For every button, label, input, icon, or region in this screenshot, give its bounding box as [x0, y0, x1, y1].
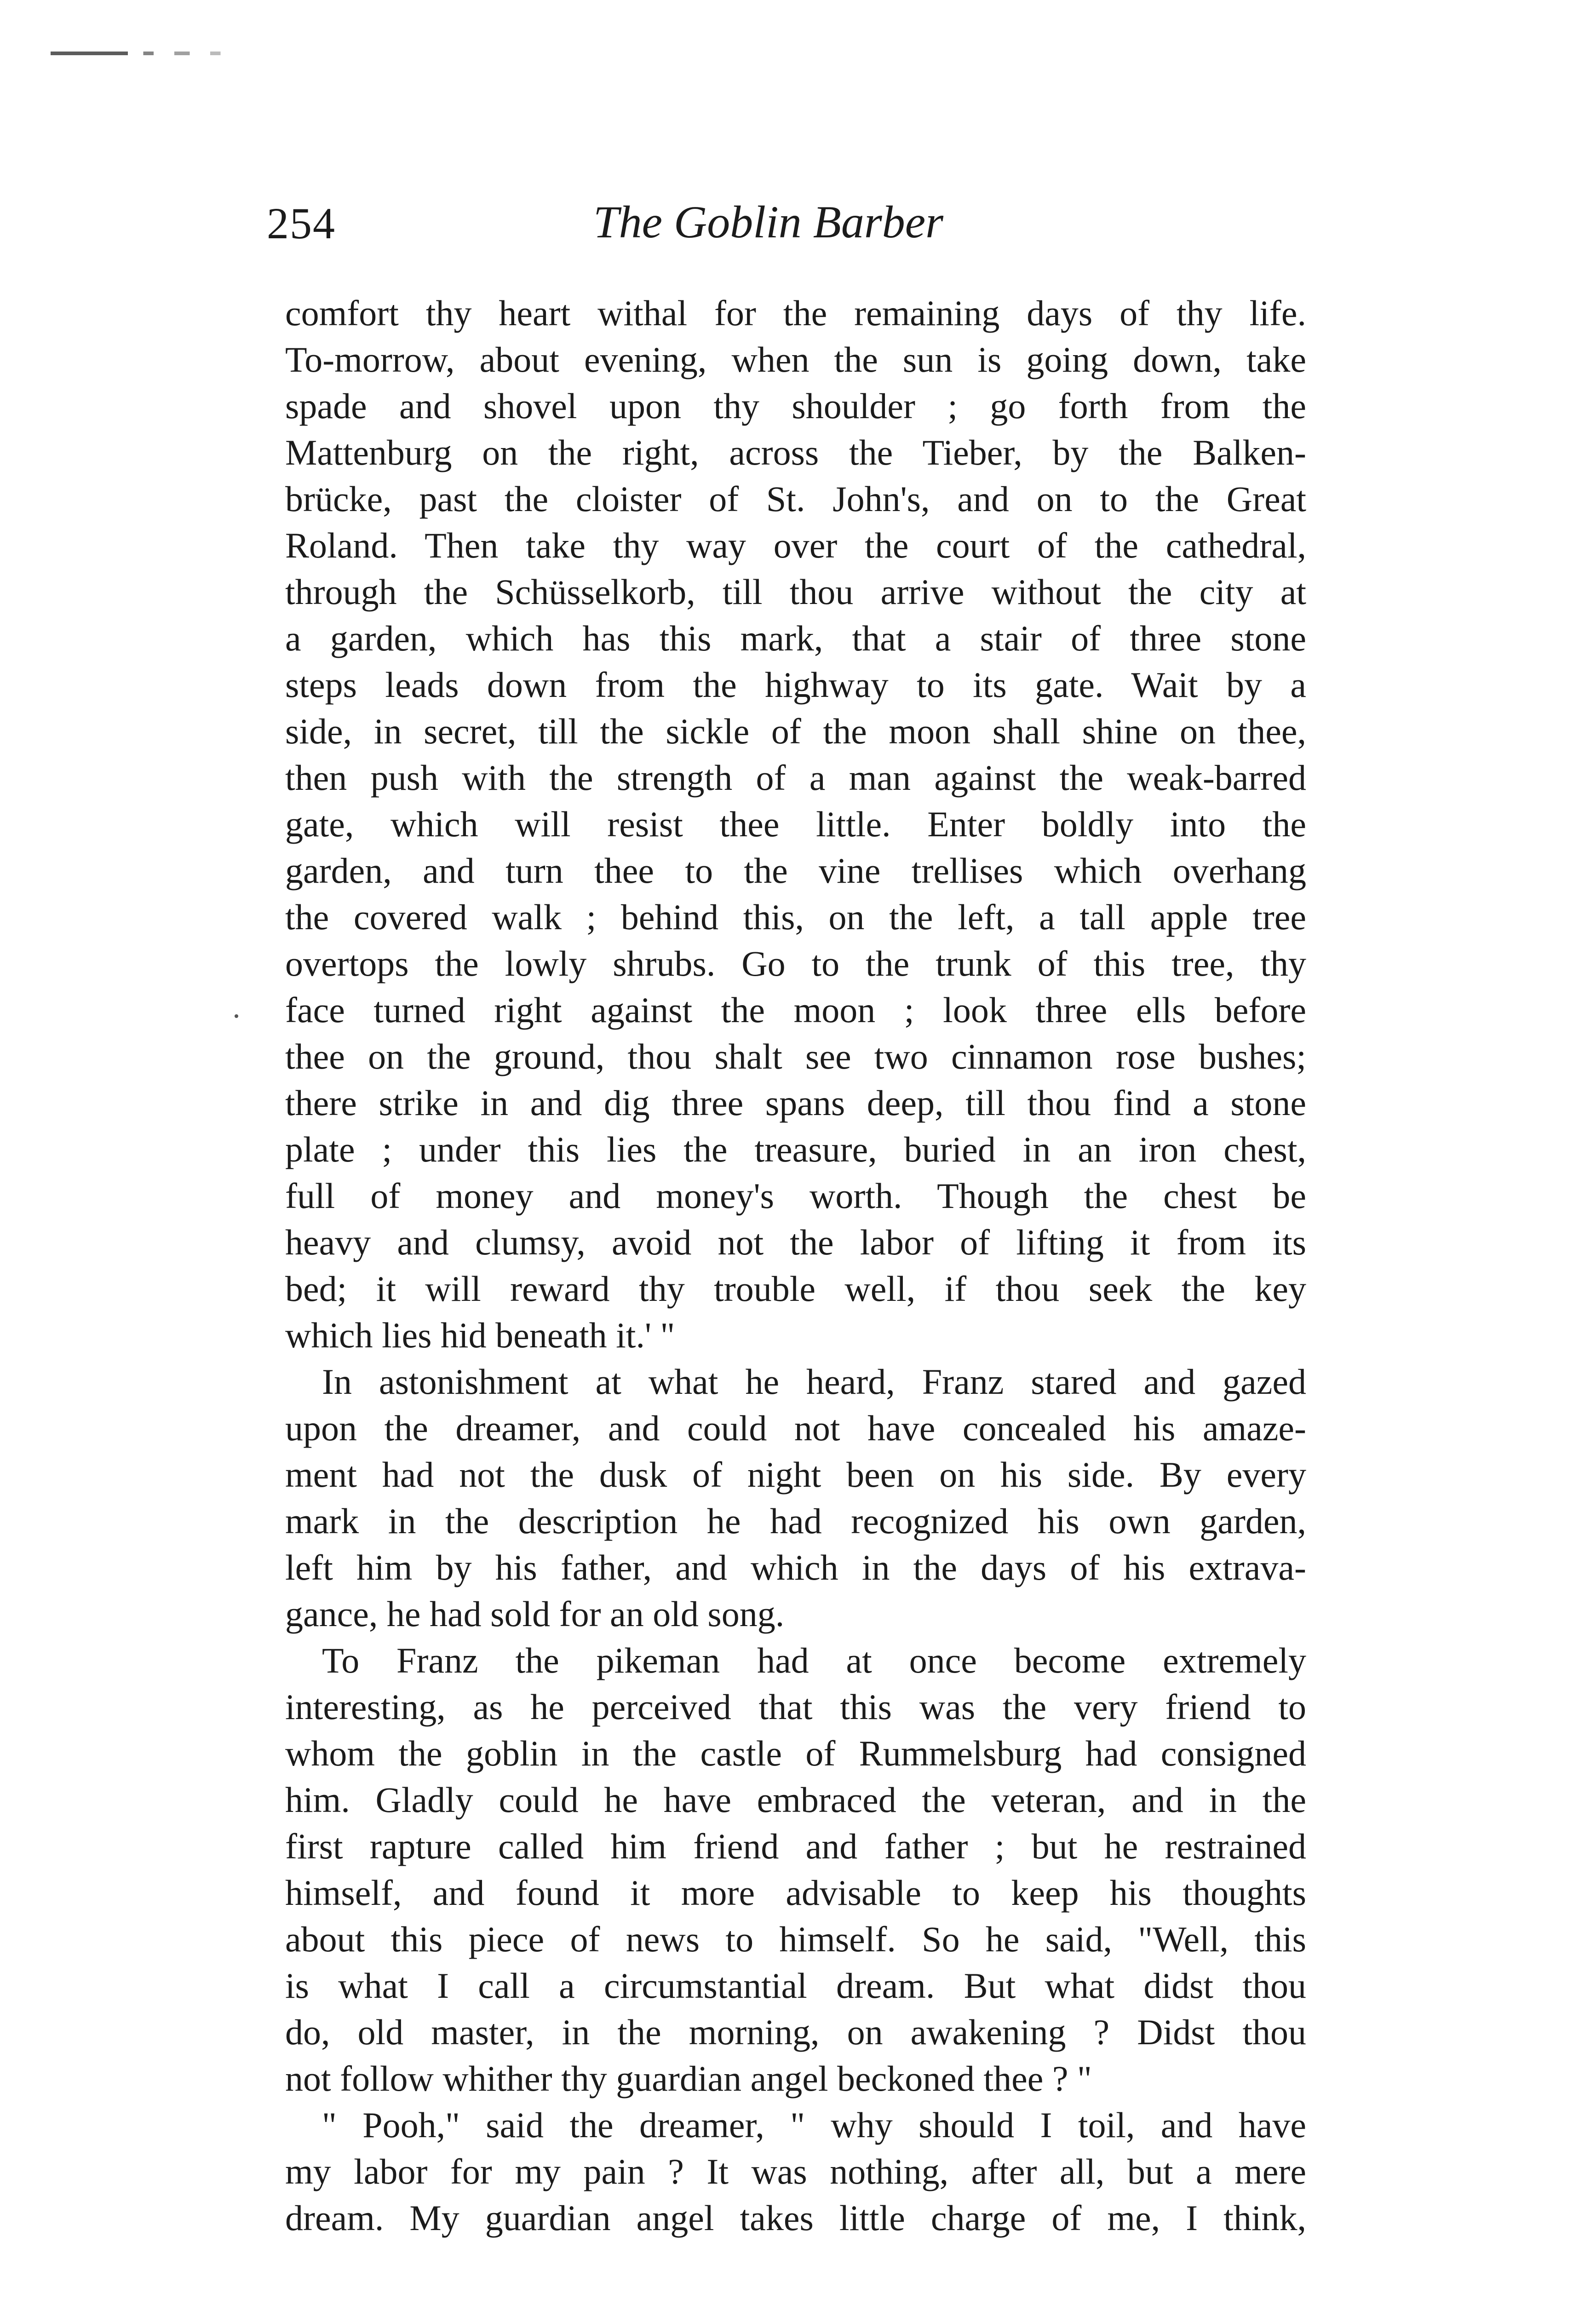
text-line: which lies hid beneath it.' ": [285, 1315, 675, 1355]
body-text: [285, 290, 1306, 2241]
text-line: first rapture called him friend and father ; but he restrained: [285, 1826, 1306, 1866]
text-line: brücke, past the cloister of St. John's, and on to the Great: [285, 479, 1306, 519]
running-title: The Goblin Barber: [593, 196, 944, 247]
text-line: full of money and money's worth. Though the chest be: [285, 1176, 1306, 1216]
text-line: interesting, as he perceived that this was the very friend to: [285, 1687, 1306, 1727]
text-line: overtops the lowly shrubs. Go to the trunk of this tree, thy: [285, 943, 1306, 983]
text-line: comfort thy heart withal for the remaining days of thy life.: [285, 293, 1306, 333]
text-line: himself, and found it more advisable to keep his thoughts: [285, 1873, 1306, 1913]
text-line: mark in the description he had recognized his own garden,: [285, 1501, 1306, 1541]
text-line: left him by his father, and which in the days of his extrava-: [285, 1547, 1306, 1587]
text-line: garden, and turn thee to the vine trellises which overhang: [285, 851, 1306, 891]
paragraph-first-line: " Pooh," said the dreamer, " why should I toil, and have: [322, 2105, 1306, 2145]
scan-speck: [235, 1014, 238, 1018]
text-line: gate, which will resist thee little. Enter boldly into the: [285, 804, 1306, 844]
text-line: ment had not the dusk of night been on his side. By every: [285, 1455, 1306, 1495]
text-line: there strike in and dig three spans deep, till thou find a stone: [285, 1083, 1306, 1123]
text-line: then push with the strength of a man against the weak-barred: [285, 758, 1306, 798]
text-line: thee on the ground, thou shalt see two cinnamon rose bushes;: [285, 1036, 1306, 1076]
text-line: Mattenburg on the right, across the Tieber, by the Balken-: [285, 432, 1306, 472]
text-line: upon the dreamer, and could not have concealed his amaze-: [285, 1408, 1306, 1448]
text-line: not follow whither thy guardian angel beckoned thee ? ": [285, 2058, 1092, 2099]
text-line: spade and shovel upon thy shoulder ; go forth from the: [285, 386, 1306, 426]
paragraph-first-line: In astonishment at what he heard, Franz stared and gazed: [322, 1362, 1306, 1402]
text-line: a garden, which has this mark, that a stair of three stone: [285, 618, 1306, 658]
text-line: whom the goblin in the castle of Rummelsburg had consigned: [285, 1733, 1306, 1773]
text-line: him. Gladly could he have embraced the veteran, and in the: [285, 1780, 1306, 1820]
text-line: dream. My guardian angel takes little charge of me, I think,: [285, 2198, 1306, 2238]
paragraph-first-line: To Franz the pikeman had at once become extremely: [322, 1640, 1306, 1680]
text-line: Roland. Then take thy way over the court of the cathedral,: [285, 525, 1306, 565]
text-line: heavy and clumsy, avoid not the labor of lifting it from its: [285, 1222, 1306, 1262]
text-line: plate ; under this lies the treasure, buried in an iron chest,: [285, 1129, 1306, 1169]
text-line: is what I call a circumstantial dream. But what didst thou: [285, 1966, 1306, 2006]
scan-edge-mark: [51, 52, 308, 55]
text-line: through the Schüsselkorb, till thou arrive without the city at: [285, 572, 1306, 612]
text-line: gance, he had sold for an old song.: [285, 1594, 785, 1634]
page-number: 254: [267, 199, 336, 248]
text-line: steps leads down from the highway to its gate. Wait by a: [285, 665, 1306, 705]
text-line: the covered walk ; behind this, on the left, a tall apple tree: [285, 897, 1306, 937]
text-line: bed; it will reward thy trouble well, if thou seek the key: [285, 1269, 1306, 1309]
text-line: face turned right against the moon ; look three ells before: [285, 990, 1306, 1030]
text-line: side, in secret, till the sickle of the moon shall shine on thee,: [285, 711, 1306, 751]
text-line: about this piece of news to himself. So he said, "Well, this: [285, 1919, 1306, 1959]
text-line: do, old master, in the morning, on awakening ? Didst thou: [285, 2012, 1306, 2052]
text-line: my labor for my pain ? It was nothing, after all, but a mere: [285, 2151, 1306, 2191]
text-line: To-morrow, about evening, when the sun is going down, take: [285, 339, 1306, 380]
